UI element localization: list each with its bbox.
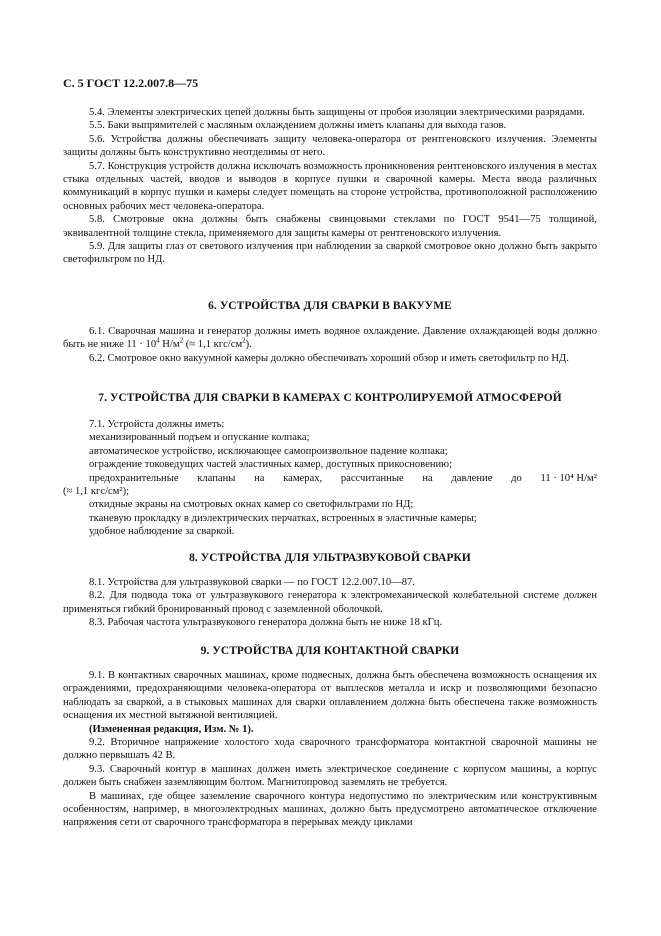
section-9-heading: 9. УСТРОЙСТВА ДЛЯ КОНТАКТНОЙ СВАРКИ — [200, 645, 460, 657]
word: 11 · 10⁴ Н/м² — [540, 472, 597, 484]
clause-5-7: 5.7. Конструкция устройств должна исключать возможность проникновения рентгеновского излучения в местах стыка отдельных частей, вводов и выводов в корпусе пушки и сварочной камеры. Места ввода различных коммуникаций в корпус пушки и камеры следует помещать на стороне устройства, противоположной расположению основных рабочих мест человека-оператора. — [63, 160, 597, 212]
clause-6-1-text-b: Н/м — [159, 339, 180, 351]
section-6-heading: 6. УСТРОЙСТВА ДЛЯ СВАРКИ В ВАКУУМЕ — [208, 300, 452, 312]
section-6-body — [63, 325, 597, 365]
section-8-body — [63, 576, 597, 630]
list-item-valves — [63, 472, 597, 485]
clause-8-3: 8.3. Рабочая частота ультразвукового генератора должна быть не ниже 18 кГц. — [89, 617, 443, 629]
clause-5-8: 5.8. Смотровые окна должны быть снабжены свинцовыми стеклами по ГОСТ 9541—75 толщиной, эквивалентной толщине стекла, применяемого для защиты камеры от рентгеновского излучения. — [63, 214, 597, 239]
section-9-body — [63, 669, 597, 830]
page-header: С. 5 ГОСТ 12.2.007.8—75 — [63, 76, 199, 90]
clause-7-1: 7.1. Устройста должны иметь: — [89, 419, 225, 430]
word: рассчитанные — [340, 472, 404, 484]
list-item: механизированный подъем и опускание колпака; — [89, 432, 310, 444]
clause-5-4: 5.4. Элементы электрических цепей должны быть защищены от пробоя изоляции электрическими разрядами. — [89, 107, 585, 118]
list-item-tail: (≈ 1,1 кгс/см²); — [63, 486, 130, 498]
clause-9-2: 9.2. Вторичное напряжение холостого хода сварочного трансформатора контактной сварочной машины не должно первышать 42 В. — [63, 737, 597, 762]
clause-6-1-text-a: 6.1. Сварочная машина и генератор должны иметь водяное охлаждение. Давление охлаждающей воды должно быть не ниже 11 · 10 — [63, 326, 597, 351]
word: до — [511, 472, 522, 484]
list-item: тканевую прокладку в диэлектрических перчатках, встроенных в эластичные камеры; — [89, 512, 477, 524]
word: давление — [451, 472, 493, 484]
amendment-note: (Измененная редакция, Изм. № 1). — [89, 723, 254, 735]
list-item: откидные экраны на смотровых окнах камер со светофильтрами по НД; — [89, 499, 414, 511]
section-5-continued — [63, 106, 597, 267]
section-8-heading: 8. УСТРОЙСТВА ДЛЯ УЛЬТРАЗВУКОВОЙ СВАРКИ — [189, 552, 471, 564]
word: предохранительные — [89, 472, 179, 484]
clause-6-1 — [63, 325, 597, 352]
clause-6-2: 6.2. Смотровое окно вакуумной камеры должно обеспечивать хороший обзор и иметь светофильтр по НД. — [89, 352, 569, 364]
list-item: автоматическое устройство, исключающее самопроизвольное падение колпака; — [89, 445, 448, 457]
clause-6-1-text-c: (≈ 1,1 кгс/см — [183, 339, 243, 351]
clause-6-1-exp3: 2 — [242, 336, 246, 345]
word: на — [254, 472, 265, 484]
clause-8-2: 8.2. Для подвода тока от ультразвукового генератора к электромеханической колебательной системе должен применяться гибкий бронированный провод с заземленной оболочкой. — [63, 590, 597, 615]
clause-9-3: 9.3. Сварочный контур в машинах должен иметь электрическое соединение с корпусом машины, а корпус должен быть снабжен заземляющим болтом. Магнитопровод заземлять не требуется. — [63, 763, 597, 789]
list-item: ограждение токоведущих частей эластичных камер, доступных прикосновению; — [89, 459, 453, 471]
word: на — [422, 472, 433, 484]
clause-8-1: 8.1. Устройства для ультразвуковой сварки — по ГОСТ 12.2.007.10—87. — [89, 577, 415, 588]
clause-5-9: 5.9. Для защиты глаз от светового излучения при наблюдении за сваркой смотровое окно должно быть закрыто светофильтром по НД. — [63, 241, 597, 266]
section-7-heading: 7. УСТРОЙСТВА ДЛЯ СВАРКИ В КАМЕРАХ С КОНТРОЛИРУЕМОЙ АТМОСФЕРОЙ — [98, 392, 562, 404]
clause-6-1-exp: 4 — [156, 336, 160, 345]
clause-9-3-continued: В машинах, где общее заземление сварочного контура недопустимо по электрическим или конструктивным особенностям, например, в многоэлектродных машинах, должно быть предусмотрено автоматическое отключение напряжения сети от сварочного трансформатора в перерывах между циклами — [63, 790, 597, 829]
clause-9-1: 9.1. В контактных сварочных машинах, кроме подвесных, должна быть обеспечена возможность оснащения их ограждениями, предохраняющими человека-оператора от выплесков металла и искр и позволяющими безопасно наблюдать за сваркой, а в стыковых машинах для сварки оплавлением должна быть обеспечена также возможность оснащения их местной вытяжной вентиляцией. — [63, 670, 597, 722]
clause-6-1-text-d: ). — [245, 339, 252, 351]
clause-5-6: 5.6. Устройства должны обеспечивать защиту человека-оператора от рентгеновского излучения. Элементы защиты должны быть конструктивно неотделимы от него. — [63, 133, 597, 159]
list-item: удобное наблюдение за сваркой. — [89, 526, 235, 538]
section-7-body — [63, 418, 597, 539]
word: камерах, — [283, 472, 323, 484]
clause-5-5: 5.5. Баки выпрямителей с масляным охлаждением должны иметь клапаны для выхода газов. — [89, 120, 507, 132]
clause-6-1-exp2: 2 — [179, 336, 184, 345]
word: клапаны — [197, 472, 236, 484]
